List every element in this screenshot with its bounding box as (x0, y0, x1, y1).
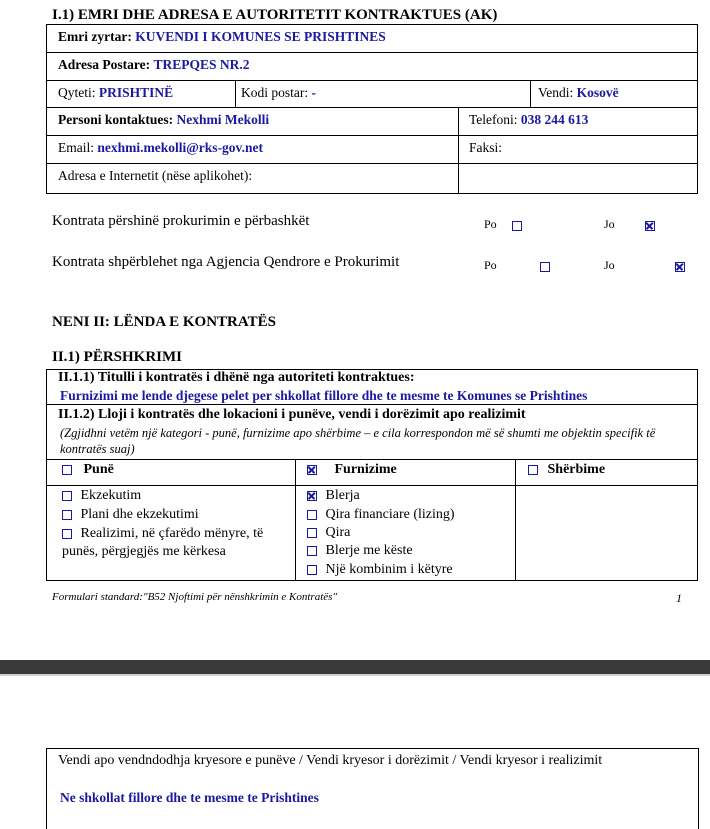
category-works (62, 462, 114, 478)
postal-code-label: Kodi postar: (241, 85, 309, 100)
postal-address-row (58, 57, 250, 73)
rent-label: Qira (325, 525, 351, 540)
central-agency-yes-label: Po (484, 258, 497, 272)
type-hint: (Zgjidhni vetëm një kategori - punë, furnizime apo shërbime – e cila korrespondon më së shumti me objektin specifik të kontratës suaj) (60, 426, 656, 456)
postal-code-value: - (311, 85, 316, 100)
country-cell (538, 85, 619, 101)
category-services (528, 462, 605, 478)
installments-checkbox[interactable] (307, 546, 317, 556)
purchase-label: Blerja (325, 488, 360, 503)
city-label: Qyteti: (58, 85, 96, 100)
execution-checkbox[interactable] (62, 491, 72, 501)
city-cell (58, 85, 173, 101)
joint-procurement-no-checkbox[interactable] (645, 221, 655, 231)
location-value: Ne shkollat fillore dhe te mesme te Prishtines (60, 790, 319, 805)
email-label: Email: (58, 140, 94, 155)
page-separator (0, 660, 710, 674)
central-agency-no-label: Jo (604, 258, 615, 272)
phone-label: Telefoni: (469, 112, 518, 127)
contact-cell (58, 112, 269, 128)
location-label: Vendi apo vendndodhja kryesore e punëve / Vendi kryesor i dorëzimit / Vendi kryesor i realizimit (58, 753, 603, 768)
central-agency-question: Kontrata shpërblehet nga Agjencia Qendrore e Prokurimit (52, 254, 400, 270)
article-heading: NENI II: LËNDA E KONTRATËS (52, 314, 276, 330)
supplies-option-purchase (307, 488, 360, 504)
email-value[interactable]: nexhmi.mekolli@rks-gov.net (97, 140, 263, 155)
official-name-row (58, 29, 386, 45)
central-agency-no-checkbox[interactable] (675, 262, 685, 272)
form-name: Formulari standard:"B52 Njoftimi për nënshkrimin e Kontratës" (52, 591, 338, 603)
central-agency-yes-checkbox[interactable] (540, 262, 550, 272)
email-cell (58, 140, 263, 156)
type-label: II.1.2) Lloji i kontratës dhe lokacioni i punëve, vendi i dorëzimit apo realizimit (58, 407, 526, 422)
supplies-checkbox[interactable] (307, 465, 317, 475)
leasing-checkbox[interactable] (307, 510, 317, 520)
title-label: II.1.1) Titulli i kontratës i dhënë nga autoriteti kontraktues: (58, 370, 415, 385)
country-label: Vendi: (538, 85, 574, 100)
plan-execution-label: Plani dhe ekzekutimi (80, 507, 199, 522)
works-option-execution (62, 488, 141, 504)
joint-procurement-no-label: Jo (604, 217, 615, 231)
title-value: Furnizimi me lende djegese pelet per shkollat fillore dhe te mesme te Komunes se Prishtines (60, 388, 588, 403)
postal-code-cell (241, 85, 316, 101)
combination-checkbox[interactable] (307, 565, 317, 575)
country-value: Kosovë (576, 85, 619, 100)
realization-checkbox[interactable] (62, 529, 72, 539)
supplies-option-rent (307, 525, 350, 541)
phone-cell (469, 112, 588, 128)
rent-checkbox[interactable] (307, 528, 317, 538)
services-label: Shërbime (547, 462, 606, 477)
execution-label: Ekzekutim (80, 488, 142, 503)
postal-address-label: Adresa Postare: (58, 57, 151, 72)
supplies-option-installments (307, 543, 413, 559)
services-checkbox[interactable] (528, 465, 538, 475)
supplies-option-leasing (307, 507, 455, 523)
supplies-option-combination (307, 562, 453, 578)
joint-procurement-yes-label: Po (484, 217, 497, 231)
supplies-label: Furnizime (334, 462, 397, 477)
leasing-label: Qira financiare (lizing) (325, 507, 455, 522)
joint-procurement-question: Kontrata përshinë prokurimin e përbashkët (52, 213, 310, 229)
works-option-realization (62, 525, 290, 561)
works-label: Punë (83, 462, 114, 477)
contact-label: Personi kontaktues: (58, 112, 174, 127)
official-name-value: KUVENDI I KOMUNES SE PRISHTINES (135, 29, 386, 44)
section-heading: I.1) EMRI DHE ADRESA E AUTORITETIT KONTRAKTUES (AK) (52, 7, 498, 23)
page-number: 1 (676, 591, 682, 605)
installments-label: Blerje me këste (325, 543, 413, 558)
contact-value: Nexhmi Mekolli (176, 112, 270, 127)
description-heading: II.1) PËRSHKRIMI (52, 349, 183, 365)
works-option-plan-execution (62, 507, 199, 523)
page-separator-shadow (0, 674, 710, 676)
realization-label: Realizimi, në çfarëdo mënyre, të punës, përgjegjës me kërkesa (62, 526, 264, 559)
purchase-checkbox[interactable] (307, 491, 317, 501)
phone-value: 038 244 613 (520, 112, 589, 127)
category-supplies (307, 462, 397, 478)
fax-label: Faksi: (469, 140, 503, 155)
postal-address-value: TREPQES NR.2 (153, 57, 250, 72)
combination-label: Një kombinim i këtyre (325, 562, 453, 577)
official-name-label: Emri zyrtar: (58, 29, 132, 44)
plan-execution-checkbox[interactable] (62, 510, 72, 520)
joint-procurement-yes-checkbox[interactable] (512, 221, 522, 231)
web-address-label: Adresa e Internetit (nëse aplikohet): (58, 168, 253, 183)
city-value: PRISHTINË (98, 85, 174, 100)
works-checkbox[interactable] (62, 465, 72, 475)
